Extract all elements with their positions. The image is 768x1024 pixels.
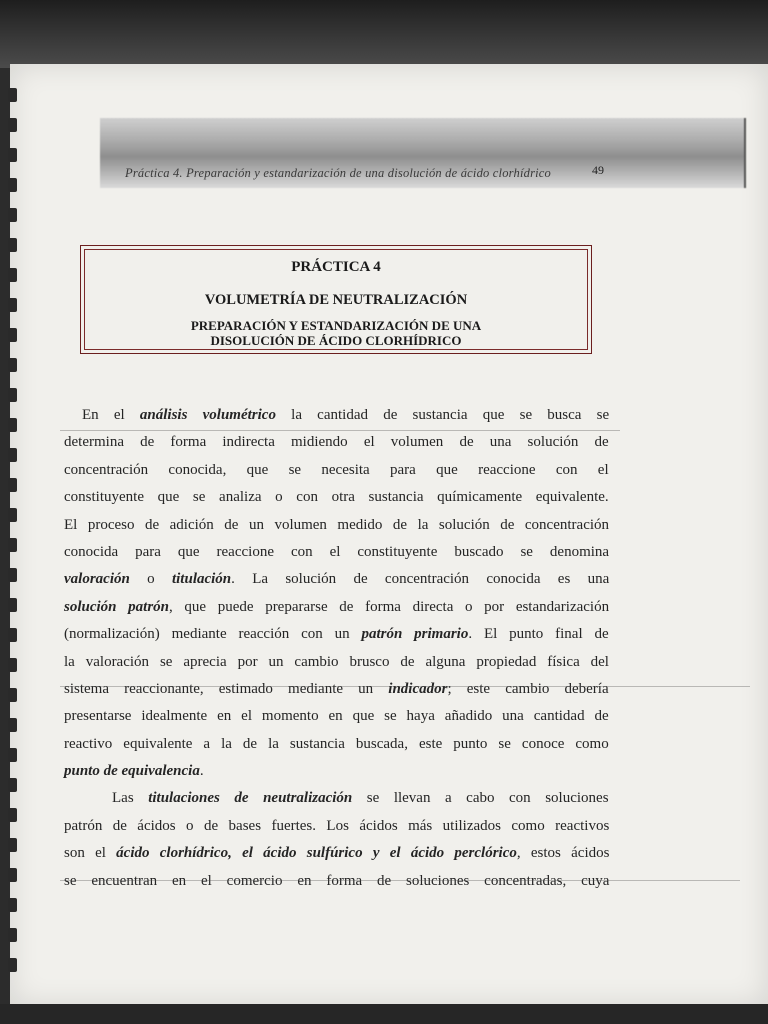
term-solucion-patron: solución patrón	[64, 598, 170, 615]
term-punto-de-equivalencia: punto de equivalencia	[64, 763, 200, 780]
term-acidos: ácido clorhídrico, el ácido sulfúrico y el ácido perclórico	[116, 845, 517, 862]
text-line: concentración conocida, que se necesita para que reaccione con el	[64, 461, 609, 478]
practice-number: PRÁCTICA 4	[291, 259, 381, 275]
term-titulaciones-de-neutralizacion: titulaciones de neutralización	[148, 790, 353, 807]
running-head: Práctica 4. Preparación y estandarización de una disolución de ácido clorhídrico	[125, 166, 552, 180]
practice-subtitle	[81, 318, 591, 348]
text-line: solución patrón, que puede prepararse de forma directa o por estandarización	[64, 598, 610, 615]
spiral-binding	[0, 70, 22, 1000]
scan-background-top	[0, 0, 768, 68]
text-line: El proceso de adición de un volumen medido de la solución de concentración	[64, 516, 610, 533]
subtitle-line-2: DISOLUCIÓN DE ÁCIDO CLORHÍDRICO	[210, 333, 462, 348]
term-patron-primario: patrón primario	[361, 626, 469, 643]
title-box	[80, 245, 592, 354]
text-line: constituyente que se analiza o con otra sustancia químicamente equivalente.	[64, 489, 609, 506]
scan-background-bottom	[0, 1004, 768, 1024]
text-line: la valoración se aprecia por un cambio brusco de alguna propiedad física del	[64, 653, 609, 670]
text-line: conocida para que reaccione con el constituyente buscado se denomina	[64, 543, 610, 560]
term-valoracion: valoración	[64, 571, 130, 588]
term-analisis-volumetrico: análisis volumétrico	[139, 407, 276, 423]
text-line: se encuentran en el comercio en forma de soluciones concentradas, cuya	[64, 872, 610, 889]
text-line: patrón de ácidos o de bases fuertes. Los ácidos más utilizados como reactivos	[64, 817, 610, 834]
scan-artifact-line	[60, 430, 620, 431]
subtitle-line-1: PREPARACIÓN Y ESTANDARIZACIÓN DE UNA	[190, 318, 482, 333]
practice-title: VOLUMETRÍA DE NEUTRALIZACIÓN	[204, 292, 468, 308]
text-line: (normalización) mediante reacción con un patrón primario. El punto final de	[64, 626, 609, 643]
text-line: valoración o titulación. La solución de concentración conocida es una	[64, 571, 610, 588]
body-text	[64, 402, 609, 895]
text-line: son el ácido clorhídrico, el ácido sulfúrico y el ácido perclórico, estos ácidos	[64, 845, 610, 862]
text-line: determina de forma indirecta midiendo el volumen de una solución de	[64, 434, 609, 451]
page-number: 49	[592, 163, 604, 177]
scan-artifact-line	[60, 880, 740, 881]
text-line: Las titulaciones de neutralización se llevan a cabo con soluciones	[112, 790, 609, 807]
text-line: En el análisis volumétrico la cantidad de sustancia que se busca se	[82, 407, 610, 423]
text-line: presentarse idealmente en el momento en que se haya añadido una cantidad de	[64, 708, 609, 725]
text-line: sistema reaccionante, estimado mediante un indicador; este cambio debería	[64, 680, 609, 697]
scan-artifact-line	[60, 686, 750, 687]
term-indicador: indicador	[388, 680, 448, 697]
term-titulacion: titulación	[171, 571, 232, 588]
text-line: reactivo equivalente a la de la sustancia buscada, este punto se conoce como	[64, 735, 609, 752]
text-line: punto de equivalencia.	[64, 763, 204, 780]
